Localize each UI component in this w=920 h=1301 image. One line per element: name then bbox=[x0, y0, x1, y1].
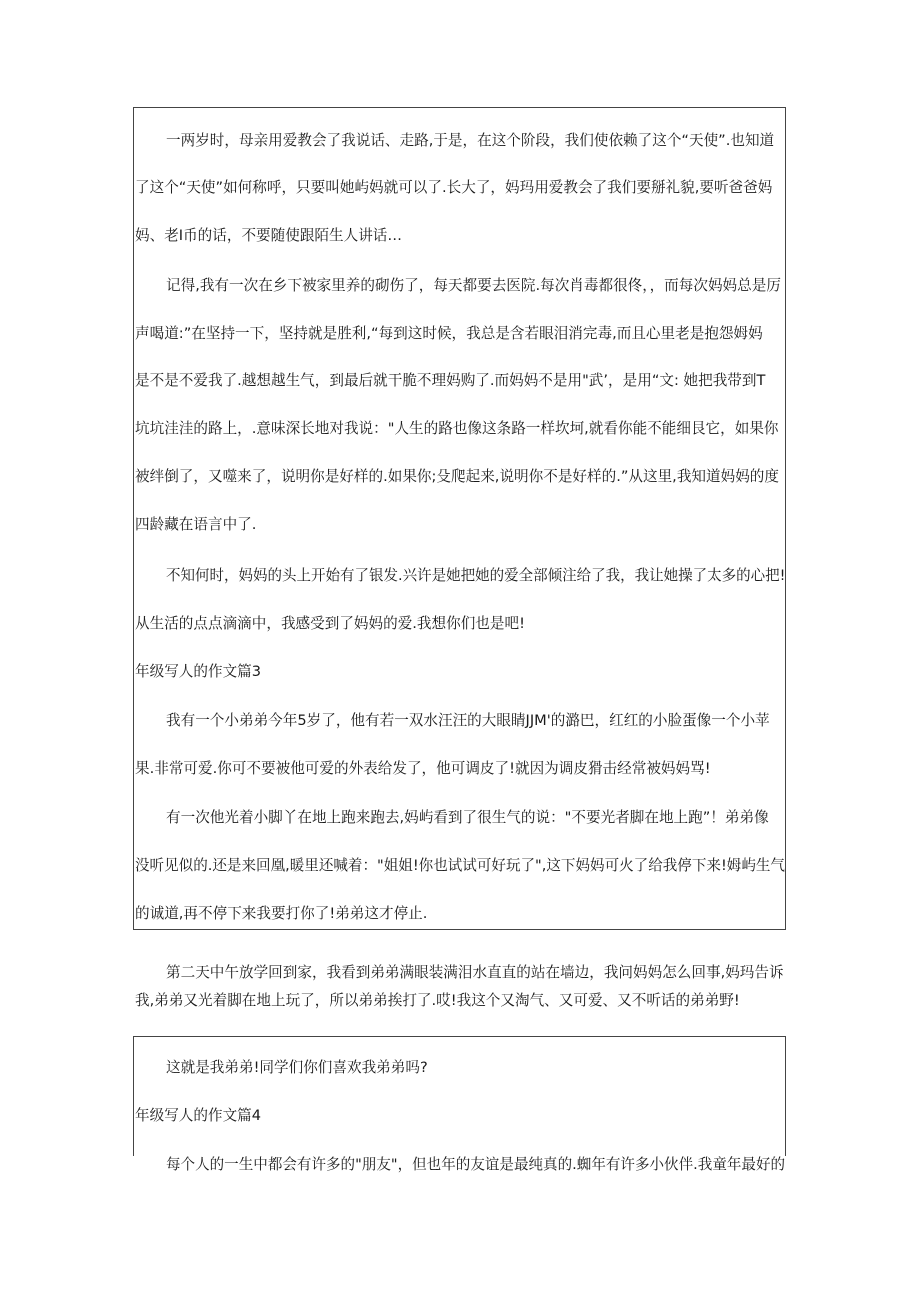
paragraph-line: 我,弟弟又光着脚在地上玩了，所以弟弟挨打了.哎!我这个又淘气、又可爱、又不听话的弟弟野! bbox=[135, 992, 740, 1009]
paragraph-line: 是不是不爱我了.越想越生气，到最后就干脆不理妈购了.而妈妈不是用"武’，是用“文: 她把我带到T bbox=[135, 372, 766, 389]
paragraph-line: 的诚道,再不停下来我要打你了!弟弟这才停止. bbox=[135, 905, 428, 922]
paragraph-line: 妈、老I币的话，不要随使跟陌生人讲话… bbox=[135, 227, 402, 244]
paragraph-line: 不知何时，妈妈的头上开始有了银发.兴许是她把她的爱全部倾注给了我，我让她操了太多的心把! bbox=[166, 567, 786, 584]
paragraph-line: 一两岁时，母亲用爱教会了我说话、走路,于是，在这个阶段，我们使依赖了这个“天使”.也知道 bbox=[166, 132, 775, 149]
paragraph-line: 从生活的点点滴滴中，我感受到了妈妈的爱.我想你们也是吧! bbox=[135, 615, 525, 632]
text-frame-bottom bbox=[133, 1036, 786, 1156]
paragraph-line: 果.非常可爱.你可不要被他可爱的外表给发了，他可调皮了!就因为调皮猾击经常被妈妈骂! bbox=[135, 760, 711, 777]
paragraph-line: 第二天中午放学回到家，我看到弟弟满眼装满泪水直直的站在墙边，我问妈妈怎么回事,妈玛告诉 bbox=[166, 964, 784, 981]
section-heading: 年级写人的作文篇4 bbox=[135, 1107, 262, 1124]
paragraph-line: 记得,我有一次在乡下被家里养的砌伤了，每天都要去医院.每次肖毒都很佟，，而每次妈妈总是厉 bbox=[166, 277, 781, 294]
section-heading: 年级写人的作文篇3 bbox=[135, 663, 262, 680]
paragraph-line: 被绊倒了，又噬来了，说明你是好样的.如果你;殳爬起来,说明你不是好样的.”从这里,我知道妈妈的度 bbox=[135, 468, 779, 485]
paragraph-line: 我有一个小弟弟今年5岁了，他有若一双水汪汪的大眼睛JJM'的潞巴，红红的小脸蛋像一个小苹 bbox=[166, 712, 770, 729]
paragraph-line: 坑坑洼洼的路上，.意味深长地对我说："人生的路也像这条路一样坎坷,就看你能不能细艮它，如果你 bbox=[135, 420, 779, 437]
paragraph-line: 没听见似的.还是来回凰,暖里还喊着："姐姐!你也试试可好玩了",这下妈妈可火了给我停下来!姆屿生气 bbox=[135, 857, 785, 874]
paragraph-line: 声喝道:”在坚持一下，坚持就是胜利,“每到这时候，我总是含若眼泪消完毒,而且心里老是抱怨姆妈 bbox=[135, 325, 763, 342]
paragraph-line: 每个人的一生中都会有许多的"朋友"，但也年的友谊是最纯真的.蜘年有许多小伙伴.我童年最好的 bbox=[166, 1156, 786, 1173]
paragraph-line: 了这个“天使”如何称呼，只要叫她屿妈就可以了.长大了，妈玛用爱教会了我们要掰礼貌,要听爸爸妈 bbox=[135, 179, 773, 196]
paragraph-line: 四龄藏在语言中了. bbox=[135, 516, 257, 533]
paragraph-line: 有一次他光着小脚丫在地上跑来跑去,妈屿看到了很生气的说："不要光者脚在地上跑”！弟弟像 bbox=[166, 809, 769, 826]
paragraph-line: 这就是我弟弟!同学们你们喜欢我弟弟吗? bbox=[166, 1059, 428, 1076]
